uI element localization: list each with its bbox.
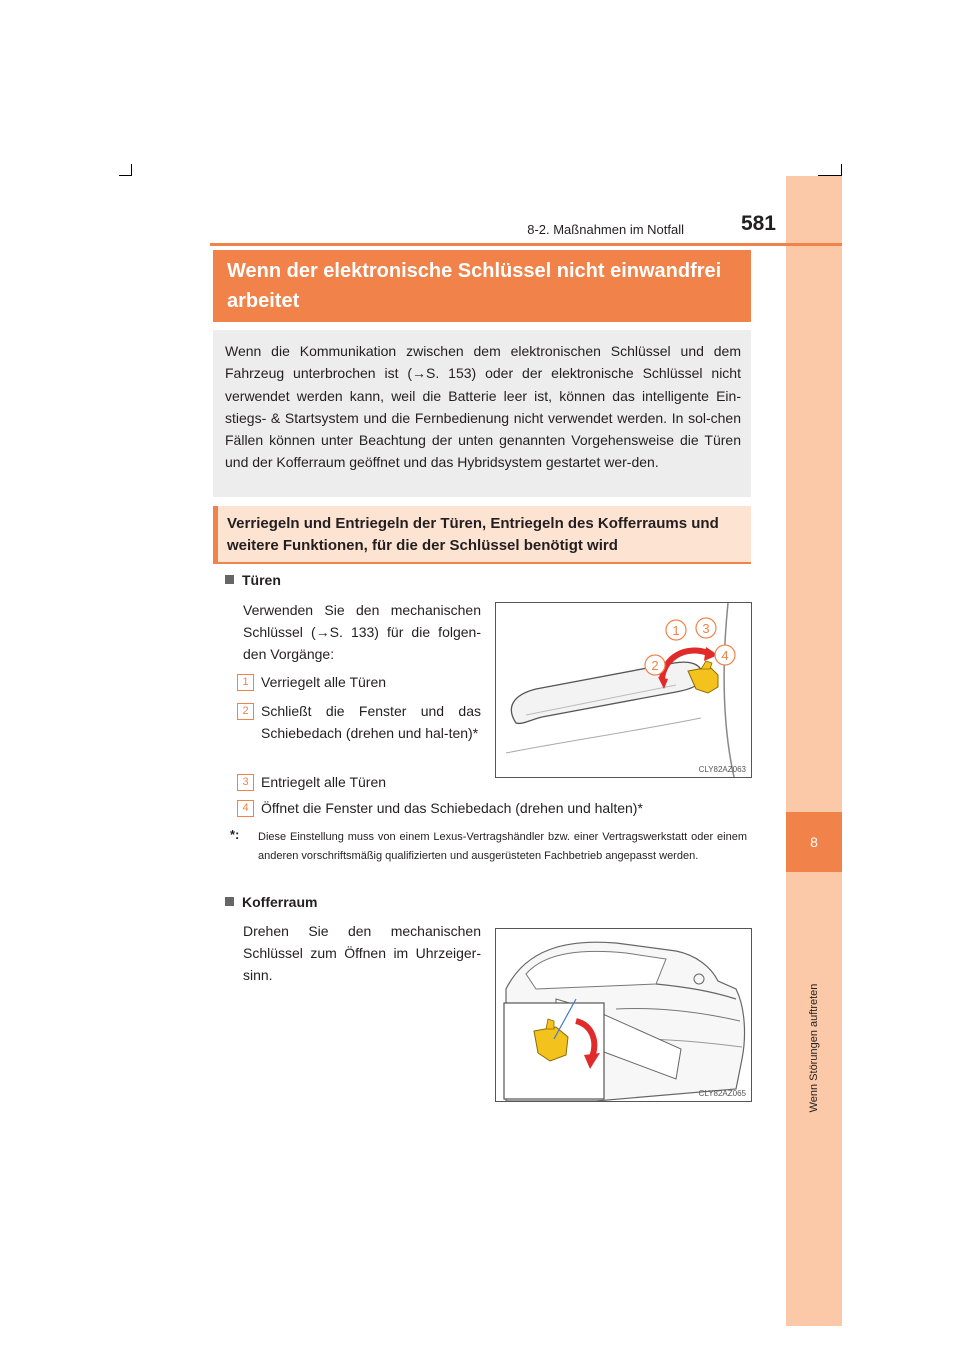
doors-heading-text: Türen [242, 572, 281, 588]
door-handle-figure [495, 602, 752, 778]
trunk-illustration [496, 929, 751, 1101]
step-number-badge: 2 [237, 703, 254, 720]
square-bullet-icon [225, 897, 234, 906]
trunk-figure [495, 928, 752, 1102]
step-text: Verriegelt alle Türen [261, 674, 387, 690]
subheading-line: Verriegeln und Entriegeln der Türen, Entriegeln des Kofferraums und [227, 515, 719, 532]
square-bullet-icon [225, 575, 234, 584]
intro-text: Wenn die Kommunikation zwischen dem elektronischen Schlüssel und dem Fahrzeug unterbrochen ist (→S. 153) oder der elektronische Schlüssel nicht verwendet werden kann, weil die Batterie leer ist, können das intelligente Ein-stiegs- & Startsystem und die Fernbedienung nicht verwendet werden. In sol-chen Fällen können unter Beachtung der unten genannten Vorgehensweise die Türen und der Kofferraum geöffnet und das Hybridsystem gestartet wer-den. [225, 343, 741, 471]
step-number-badge: 3 [237, 774, 254, 791]
callout-label: 1 [672, 623, 680, 638]
subheading-line: weitere Funktionen, für die der Schlüssel benötigt wird [227, 537, 618, 554]
page-title-line: arbeitet [227, 290, 300, 312]
page-number: 581 [740, 212, 776, 235]
figure-code: CLY82AZ063 [698, 765, 746, 774]
callout-label: 2 [651, 658, 659, 673]
figure-code: CLY82AZ065 [698, 1089, 746, 1098]
crop-mark [119, 175, 131, 176]
chapter-side-tab [786, 176, 842, 1326]
doors-heading [225, 572, 281, 588]
chapter-number: 8 [786, 812, 842, 872]
step-number-badge: 4 [237, 800, 254, 817]
footnote-mark: *: [230, 827, 240, 842]
door-handle-illustration [496, 603, 751, 777]
step-text: Öffnet die Fenster und das Schiebedach (drehen und halten)* [261, 800, 643, 816]
page-title-line: Wenn der elektronische Schlüssel nicht einwandfrei [227, 260, 722, 282]
chapter-title: Wenn Störungen auftreten [808, 983, 820, 1113]
step-text: Schließt die Fenster und das Schiebedach (drehen und hal-ten)* [261, 703, 481, 741]
trunk-heading-text: Kofferraum [242, 894, 318, 910]
subheading [213, 506, 751, 564]
footnote: Diese Einstellung muss von einem Lexus-Vertragshändler bzw. einer Vertragswerkstatt oder einem anderen vorschriftsmäßig qualifizierten und ausgerüsteten Fachbetrieb angepasst werden. [258, 831, 747, 862]
header-rule [210, 243, 842, 246]
callout-label: 3 [702, 621, 710, 636]
intro-box [213, 330, 751, 497]
doors-intro: Verwenden Sie den mechanischen Schlüssel (→S. 133) für die folgen-den Vorgänge: [243, 602, 481, 662]
section-title: 8-2. Maßnahmen im Notfall [527, 222, 684, 237]
crop-mark [131, 164, 132, 176]
step-number-badge: 1 [237, 674, 254, 691]
trunk-heading [225, 894, 317, 910]
page-title [213, 250, 751, 322]
step-text: Entriegelt alle Türen [261, 774, 387, 790]
callout-label: 4 [721, 648, 729, 663]
trunk-text: Drehen Sie den mechanischen Schlüssel zum Öffnen im Uhrzeiger-sinn. [243, 923, 481, 983]
